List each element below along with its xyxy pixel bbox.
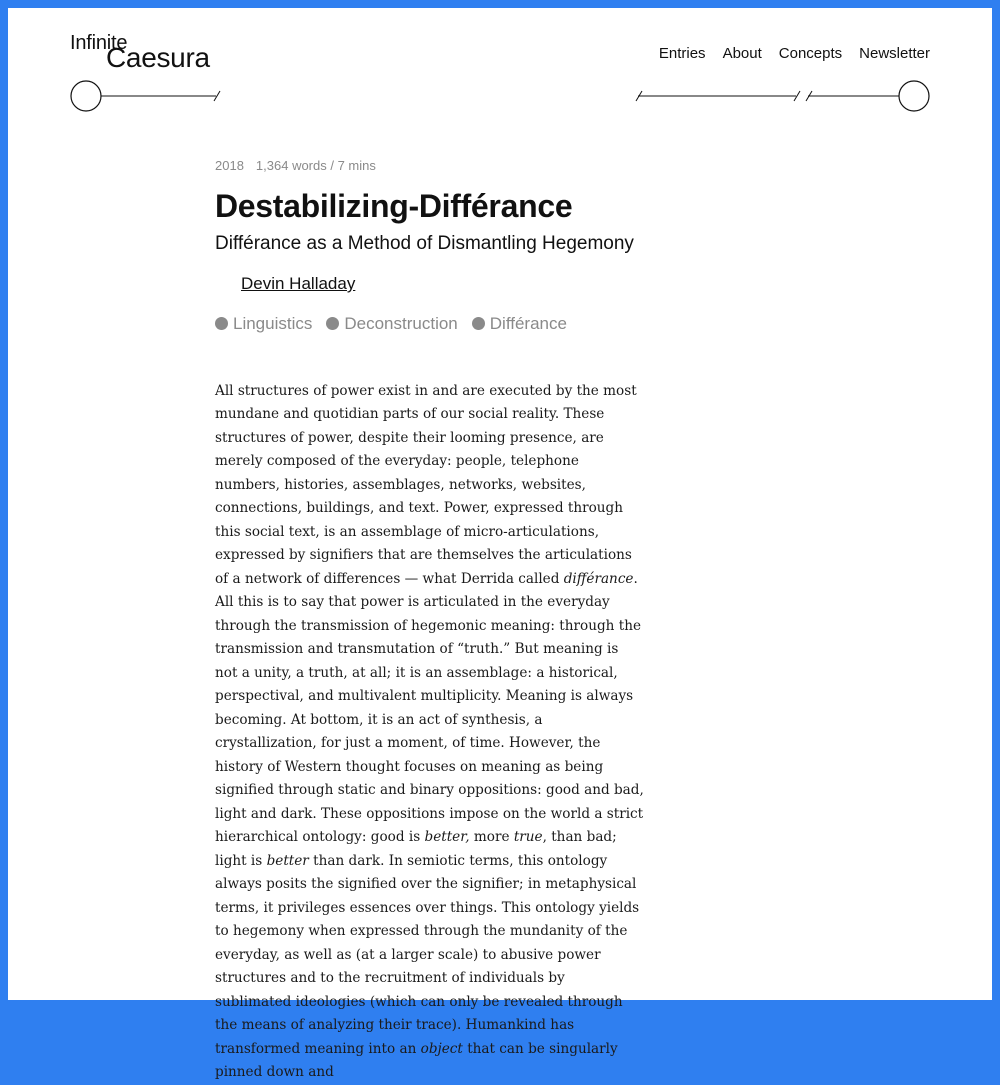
site-logo[interactable] [70, 32, 230, 82]
left-circle-icon [71, 81, 101, 111]
tag-label: Deconstruction [344, 313, 458, 333]
nav-entries-link[interactable]: Entries [658, 45, 706, 62]
body-paragraph [215, 380, 645, 1085]
tag-linguistics[interactable] [215, 314, 312, 334]
body-text: . All this is to say that power is articulated in the everyday through the transmission of hegemonic meaning: through the transmission and transmutation of “truth.” But meaning is not a unity, a truth, at all; it is an assemblage: a historical, perspectival, and multivalent multiplicity. Meaning is always becoming. At bottom, it is an act of synthesis, a crystallization, for just a moment, of time. However, the history of Western thought focuses on meaning as being signified through static and binary oppositions: good and bad, light and dark. These oppositions impose on the world a strict hierarchical ontology: good is [215, 570, 644, 846]
body-text: than dark. In semiotic terms, this ontology always posits the signified over the signifier; in metaphysical terms, it privileges essences over things. This ontology yields to hegemony when expressed through the mundanity of the everyday, as well as (at a larger scale) to abusive power structures and to the recruitment of individuals by sublimated ideologies (which can only be revealed through the means of analyzing their trace). Humankind has transformed meaning into an [215, 852, 640, 1057]
tag-differance[interactable] [472, 314, 567, 334]
tag-dot-icon [215, 317, 228, 330]
logo-word-infinite: Infinite [70, 32, 128, 54]
emphasis-true: true [513, 829, 543, 846]
author-link[interactable]: Devin Halladay [241, 273, 356, 293]
article-subtitle: Différance as a Method of Dismantling Hegemony [215, 233, 634, 255]
emphasis-object: object [420, 1040, 463, 1057]
article-body [215, 380, 645, 1085]
emphasis-better: better [266, 852, 309, 869]
emphasis-differance: différance [563, 570, 634, 587]
body-text: , than bad; light is [215, 829, 617, 869]
body-text: All structures of power exist in and are executed by the most mundane and quotidian parts of our social reality. These structures of power, despite their looming presence, are merely composed of the everyday: people, telephone numbers, histories, assemblages, networks, websites, connections, buildings, and text. Power, expressed through this social text, is an assemblage of micro-articulations, expressed by signifiers that are themselves the articulations of a network of differences — what Derrida called [215, 382, 637, 587]
tag-dot-icon [472, 317, 485, 330]
body-text: more [469, 829, 514, 846]
article-reading-info: 1,364 words / 7 mins [255, 158, 376, 173]
nav-about-link[interactable]: About [722, 45, 762, 62]
body-text: that can be singularly pinned down and [215, 1040, 618, 1081]
nav-concepts-link[interactable]: Concepts [778, 45, 843, 62]
tag-deconstruction[interactable] [326, 314, 457, 334]
tag-dot-icon [326, 317, 339, 330]
article-meta [215, 158, 655, 173]
header-decoration [8, 78, 992, 118]
tag-label: Linguistics [233, 313, 313, 333]
avatar-icon [215, 275, 233, 293]
page [8, 8, 992, 1081]
article-title: Destabilizing-Différance [215, 188, 573, 224]
author-row [215, 274, 655, 294]
nav-newsletter-link[interactable]: Newsletter [859, 45, 930, 62]
emphasis-better: better, [424, 829, 470, 846]
logo-word-caesura: Caesura [106, 42, 210, 73]
article-year: 2018 [215, 158, 244, 173]
main-nav [659, 45, 930, 62]
tag-list [215, 314, 655, 334]
article [215, 158, 655, 1085]
tag-label: Différance [489, 313, 567, 333]
right-circle-icon [899, 81, 929, 111]
